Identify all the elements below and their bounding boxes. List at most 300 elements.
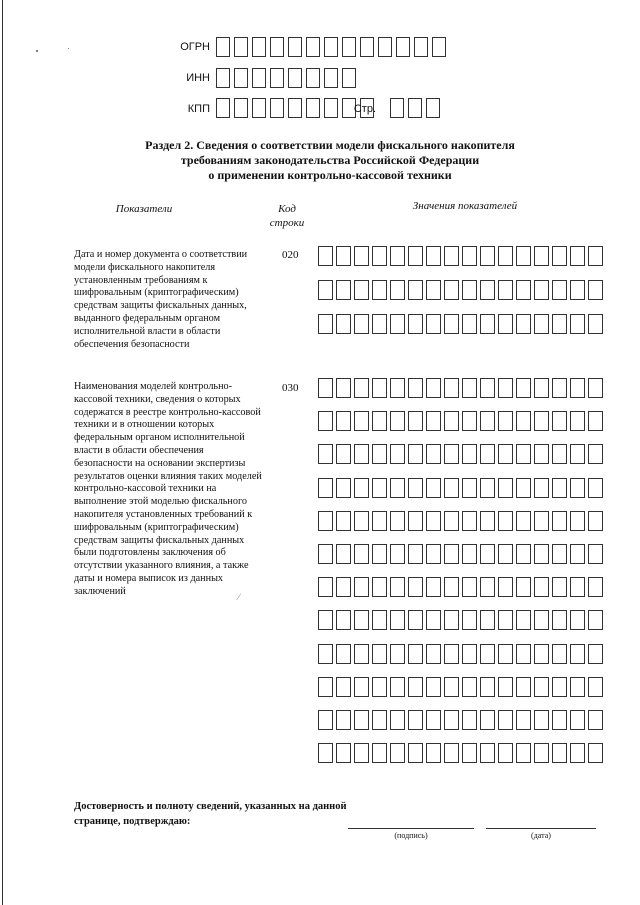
value-char-cell[interactable] bbox=[408, 314, 423, 334]
value-char-cell[interactable] bbox=[498, 444, 513, 464]
value-char-cell[interactable] bbox=[570, 544, 585, 564]
inn-digit-cell[interactable] bbox=[306, 68, 320, 88]
value-char-cell[interactable] bbox=[372, 544, 387, 564]
value-char-cell[interactable] bbox=[318, 743, 333, 763]
value-char-cell[interactable] bbox=[480, 314, 495, 334]
value-char-cell[interactable] bbox=[480, 743, 495, 763]
value-char-cell[interactable] bbox=[552, 511, 567, 531]
row-code-030: 030 bbox=[282, 382, 299, 394]
value-char-cell[interactable] bbox=[426, 478, 441, 498]
value-char-cell[interactable] bbox=[480, 444, 495, 464]
value-char-cell[interactable] bbox=[498, 314, 513, 334]
value-char-cell[interactable] bbox=[516, 411, 531, 431]
value-char-cell[interactable] bbox=[516, 644, 531, 664]
value-char-cell[interactable] bbox=[444, 444, 459, 464]
value-char-cell[interactable] bbox=[336, 644, 351, 664]
value-char-cell[interactable] bbox=[354, 644, 369, 664]
value-char-cell[interactable] bbox=[498, 610, 513, 630]
value-char-cell[interactable] bbox=[372, 411, 387, 431]
inn-digit-cell[interactable] bbox=[252, 68, 266, 88]
value-char-cell[interactable] bbox=[462, 411, 477, 431]
value-char-cell[interactable] bbox=[354, 314, 369, 334]
ogrn-digit-cell[interactable] bbox=[414, 37, 428, 57]
value-char-cell[interactable] bbox=[534, 444, 549, 464]
value-char-cell[interactable] bbox=[588, 280, 603, 300]
value-line-030[interactable] bbox=[318, 511, 606, 531]
value-char-cell[interactable] bbox=[588, 246, 603, 266]
value-char-cell[interactable] bbox=[462, 710, 477, 730]
value-char-cell[interactable] bbox=[318, 378, 333, 398]
value-char-cell[interactable] bbox=[480, 610, 495, 630]
value-char-cell[interactable] bbox=[408, 677, 423, 697]
scan-dot bbox=[68, 48, 69, 49]
value-line-030[interactable] bbox=[318, 677, 606, 697]
value-char-cell[interactable] bbox=[588, 743, 603, 763]
value-char-cell[interactable] bbox=[480, 644, 495, 664]
value-char-cell[interactable] bbox=[516, 677, 531, 697]
value-char-cell[interactable] bbox=[426, 743, 441, 763]
value-char-cell[interactable] bbox=[588, 610, 603, 630]
value-line-020[interactable] bbox=[318, 280, 606, 300]
value-char-cell[interactable] bbox=[408, 411, 423, 431]
value-char-cell[interactable] bbox=[318, 314, 333, 334]
value-char-cell[interactable] bbox=[354, 743, 369, 763]
value-char-cell[interactable] bbox=[354, 544, 369, 564]
value-char-cell[interactable] bbox=[318, 280, 333, 300]
value-char-cell[interactable] bbox=[552, 478, 567, 498]
value-char-cell[interactable] bbox=[462, 511, 477, 531]
value-char-cell[interactable] bbox=[318, 511, 333, 531]
value-line-030[interactable] bbox=[318, 710, 606, 730]
value-char-cell[interactable] bbox=[408, 444, 423, 464]
value-char-cell[interactable] bbox=[480, 280, 495, 300]
value-line-030[interactable] bbox=[318, 444, 606, 464]
value-char-cell[interactable] bbox=[498, 511, 513, 531]
value-char-cell[interactable] bbox=[570, 378, 585, 398]
value-char-cell[interactable] bbox=[408, 511, 423, 531]
kpp-digit-cell[interactable] bbox=[234, 98, 248, 118]
value-char-cell[interactable] bbox=[426, 314, 441, 334]
value-char-cell[interactable] bbox=[552, 246, 567, 266]
section-title bbox=[120, 138, 540, 183]
value-char-cell[interactable] bbox=[444, 511, 459, 531]
value-char-cell[interactable] bbox=[318, 444, 333, 464]
value-char-cell[interactable] bbox=[408, 246, 423, 266]
ogrn-field[interactable] bbox=[216, 37, 450, 57]
value-char-cell[interactable] bbox=[498, 411, 513, 431]
value-char-cell[interactable] bbox=[372, 677, 387, 697]
value-char-cell[interactable] bbox=[336, 378, 351, 398]
value-char-cell[interactable] bbox=[570, 511, 585, 531]
value-char-cell[interactable] bbox=[570, 677, 585, 697]
value-char-cell[interactable] bbox=[336, 544, 351, 564]
value-char-cell[interactable] bbox=[498, 677, 513, 697]
value-char-cell[interactable] bbox=[552, 677, 567, 697]
value-char-cell[interactable] bbox=[552, 577, 567, 597]
value-char-cell[interactable] bbox=[318, 677, 333, 697]
value-char-cell[interactable] bbox=[372, 444, 387, 464]
value-char-cell[interactable] bbox=[516, 743, 531, 763]
value-char-cell[interactable] bbox=[390, 644, 405, 664]
value-char-cell[interactable] bbox=[372, 280, 387, 300]
value-char-cell[interactable] bbox=[588, 544, 603, 564]
value-char-cell[interactable] bbox=[390, 743, 405, 763]
value-char-cell[interactable] bbox=[336, 677, 351, 697]
value-char-cell[interactable] bbox=[516, 314, 531, 334]
value-char-cell[interactable] bbox=[480, 544, 495, 564]
value-char-cell[interactable] bbox=[426, 378, 441, 398]
value-char-cell[interactable] bbox=[552, 280, 567, 300]
value-char-cell[interactable] bbox=[408, 743, 423, 763]
value-char-cell[interactable] bbox=[372, 743, 387, 763]
value-char-cell[interactable] bbox=[354, 378, 369, 398]
value-char-cell[interactable] bbox=[426, 280, 441, 300]
value-char-cell[interactable] bbox=[462, 478, 477, 498]
value-line-030[interactable] bbox=[318, 478, 606, 498]
value-char-cell[interactable] bbox=[588, 577, 603, 597]
value-char-cell[interactable] bbox=[498, 644, 513, 664]
value-char-cell[interactable] bbox=[390, 444, 405, 464]
value-char-cell[interactable] bbox=[354, 280, 369, 300]
value-char-cell[interactable] bbox=[444, 610, 459, 630]
value-char-cell[interactable] bbox=[570, 280, 585, 300]
value-char-cell[interactable] bbox=[426, 444, 441, 464]
ogrn-digit-cell[interactable] bbox=[396, 37, 410, 57]
value-char-cell[interactable] bbox=[480, 246, 495, 266]
value-char-cell[interactable] bbox=[570, 610, 585, 630]
value-char-cell[interactable] bbox=[516, 478, 531, 498]
value-char-cell[interactable] bbox=[498, 710, 513, 730]
value-char-cell[interactable] bbox=[570, 314, 585, 334]
value-char-cell[interactable] bbox=[426, 644, 441, 664]
value-char-cell[interactable] bbox=[354, 246, 369, 266]
inn-digit-cell[interactable] bbox=[234, 68, 248, 88]
value-char-cell[interactable] bbox=[516, 246, 531, 266]
value-char-cell[interactable] bbox=[552, 411, 567, 431]
value-char-cell[interactable] bbox=[588, 677, 603, 697]
value-char-cell[interactable] bbox=[426, 411, 441, 431]
value-char-cell[interactable] bbox=[444, 710, 459, 730]
value-char-cell[interactable] bbox=[336, 280, 351, 300]
value-char-cell[interactable] bbox=[426, 511, 441, 531]
value-char-cell[interactable] bbox=[318, 610, 333, 630]
value-char-cell[interactable] bbox=[426, 710, 441, 730]
value-char-cell[interactable] bbox=[318, 246, 333, 266]
value-char-cell[interactable] bbox=[552, 743, 567, 763]
value-char-cell[interactable] bbox=[444, 577, 459, 597]
value-char-cell[interactable] bbox=[354, 444, 369, 464]
kpp-digit-cell[interactable] bbox=[216, 98, 230, 118]
value-char-cell[interactable] bbox=[372, 710, 387, 730]
date-caption: (дата) bbox=[531, 831, 551, 840]
value-char-cell[interactable] bbox=[336, 710, 351, 730]
value-char-cell[interactable] bbox=[480, 677, 495, 697]
value-char-cell[interactable] bbox=[552, 710, 567, 730]
value-char-cell[interactable] bbox=[462, 444, 477, 464]
value-char-cell[interactable] bbox=[498, 280, 513, 300]
value-line-030[interactable] bbox=[318, 378, 606, 398]
value-char-cell[interactable] bbox=[372, 378, 387, 398]
value-char-cell[interactable] bbox=[462, 743, 477, 763]
ogrn-digit-cell[interactable] bbox=[288, 37, 302, 57]
value-char-cell[interactable] bbox=[318, 544, 333, 564]
value-char-cell[interactable] bbox=[390, 314, 405, 334]
value-char-cell[interactable] bbox=[444, 411, 459, 431]
value-char-cell[interactable] bbox=[462, 610, 477, 630]
value-char-cell[interactable] bbox=[390, 610, 405, 630]
value-char-cell[interactable] bbox=[318, 577, 333, 597]
value-char-cell[interactable] bbox=[390, 577, 405, 597]
value-char-cell[interactable] bbox=[480, 378, 495, 398]
value-char-cell[interactable] bbox=[498, 378, 513, 398]
value-line-020[interactable] bbox=[318, 314, 606, 334]
page-digit-cell[interactable] bbox=[390, 98, 404, 118]
page-digit-cell[interactable] bbox=[408, 98, 422, 118]
value-char-cell[interactable] bbox=[588, 644, 603, 664]
value-char-cell[interactable] bbox=[516, 544, 531, 564]
value-char-cell[interactable] bbox=[372, 644, 387, 664]
ogrn-label: ОГРН bbox=[180, 41, 210, 53]
value-char-cell[interactable] bbox=[552, 378, 567, 398]
value-char-cell[interactable] bbox=[534, 743, 549, 763]
value-char-cell[interactable] bbox=[336, 444, 351, 464]
value-char-cell[interactable] bbox=[354, 610, 369, 630]
inn-field[interactable] bbox=[216, 68, 360, 88]
ogrn-digit-cell[interactable] bbox=[360, 37, 374, 57]
value-char-cell[interactable] bbox=[372, 314, 387, 334]
value-char-cell[interactable] bbox=[408, 280, 423, 300]
value-line-030[interactable] bbox=[318, 577, 606, 597]
value-char-cell[interactable] bbox=[570, 743, 585, 763]
value-char-cell[interactable] bbox=[534, 378, 549, 398]
value-char-cell[interactable] bbox=[336, 743, 351, 763]
value-char-cell[interactable] bbox=[426, 246, 441, 266]
value-char-cell[interactable] bbox=[480, 710, 495, 730]
value-char-cell[interactable] bbox=[570, 710, 585, 730]
value-char-cell[interactable] bbox=[516, 577, 531, 597]
scan-border-left bbox=[2, 0, 3, 905]
value-char-cell[interactable] bbox=[444, 743, 459, 763]
value-char-cell[interactable] bbox=[588, 478, 603, 498]
value-char-cell[interactable] bbox=[534, 577, 549, 597]
value-char-cell[interactable] bbox=[408, 577, 423, 597]
value-char-cell[interactable] bbox=[318, 411, 333, 431]
value-char-cell[interactable] bbox=[516, 378, 531, 398]
ogrn-digit-cell[interactable] bbox=[270, 37, 284, 57]
value-char-cell[interactable] bbox=[354, 411, 369, 431]
value-char-cell[interactable] bbox=[552, 644, 567, 664]
value-char-cell[interactable] bbox=[552, 444, 567, 464]
value-char-cell[interactable] bbox=[390, 710, 405, 730]
value-char-cell[interactable] bbox=[336, 314, 351, 334]
inn-digit-cell[interactable] bbox=[324, 68, 338, 88]
value-char-cell[interactable] bbox=[444, 478, 459, 498]
value-char-cell[interactable] bbox=[462, 677, 477, 697]
value-char-cell[interactable] bbox=[498, 743, 513, 763]
value-char-cell[interactable] bbox=[318, 478, 333, 498]
inn-digit-cell[interactable] bbox=[216, 68, 230, 88]
value-char-cell[interactable] bbox=[408, 644, 423, 664]
value-char-cell[interactable] bbox=[372, 511, 387, 531]
value-char-cell[interactable] bbox=[462, 378, 477, 398]
value-char-cell[interactable] bbox=[534, 511, 549, 531]
value-char-cell[interactable] bbox=[534, 246, 549, 266]
value-char-cell[interactable] bbox=[516, 444, 531, 464]
value-line-030[interactable] bbox=[318, 644, 606, 664]
value-char-cell[interactable] bbox=[570, 411, 585, 431]
column-header-code-line: Код bbox=[278, 203, 296, 215]
value-char-cell[interactable] bbox=[480, 411, 495, 431]
value-char-cell[interactable] bbox=[408, 544, 423, 564]
value-char-cell[interactable] bbox=[444, 677, 459, 697]
scan-dot bbox=[36, 50, 38, 52]
value-char-cell[interactable] bbox=[336, 411, 351, 431]
value-char-cell[interactable] bbox=[498, 577, 513, 597]
value-char-cell[interactable] bbox=[534, 411, 549, 431]
value-char-cell[interactable] bbox=[426, 677, 441, 697]
value-char-cell[interactable] bbox=[462, 644, 477, 664]
value-char-cell[interactable] bbox=[534, 280, 549, 300]
value-char-cell[interactable] bbox=[462, 577, 477, 597]
value-char-cell[interactable] bbox=[570, 577, 585, 597]
value-char-cell[interactable] bbox=[390, 246, 405, 266]
value-char-cell[interactable] bbox=[354, 511, 369, 531]
value-char-cell[interactable] bbox=[354, 677, 369, 697]
value-char-cell[interactable] bbox=[318, 644, 333, 664]
ogrn-digit-cell[interactable] bbox=[432, 37, 446, 57]
page-number-field[interactable] bbox=[390, 98, 444, 118]
value-char-cell[interactable] bbox=[336, 511, 351, 531]
value-char-cell[interactable] bbox=[408, 710, 423, 730]
value-char-cell[interactable] bbox=[570, 444, 585, 464]
value-char-cell[interactable] bbox=[552, 314, 567, 334]
value-char-cell[interactable] bbox=[516, 511, 531, 531]
value-char-cell[interactable] bbox=[534, 478, 549, 498]
value-char-cell[interactable] bbox=[390, 280, 405, 300]
value-char-cell[interactable] bbox=[336, 478, 351, 498]
value-char-cell[interactable] bbox=[480, 511, 495, 531]
value-char-cell[interactable] bbox=[354, 478, 369, 498]
value-char-cell[interactable] bbox=[552, 610, 567, 630]
value-char-cell[interactable] bbox=[534, 644, 549, 664]
ogrn-digit-cell[interactable] bbox=[342, 37, 356, 57]
value-char-cell[interactable] bbox=[408, 378, 423, 398]
value-char-cell[interactable] bbox=[552, 544, 567, 564]
inn-digit-cell[interactable] bbox=[270, 68, 284, 88]
value-char-cell[interactable] bbox=[426, 544, 441, 564]
value-char-cell[interactable] bbox=[426, 610, 441, 630]
value-char-cell[interactable] bbox=[336, 246, 351, 266]
value-char-cell[interactable] bbox=[534, 544, 549, 564]
value-line-030[interactable] bbox=[318, 544, 606, 564]
value-char-cell[interactable] bbox=[444, 644, 459, 664]
value-char-cell[interactable] bbox=[480, 577, 495, 597]
value-char-cell[interactable] bbox=[354, 577, 369, 597]
value-char-cell[interactable] bbox=[390, 378, 405, 398]
ogrn-digit-cell[interactable] bbox=[252, 37, 266, 57]
value-char-cell[interactable] bbox=[570, 644, 585, 664]
value-char-cell[interactable] bbox=[372, 246, 387, 266]
date-line[interactable] bbox=[486, 828, 596, 829]
value-line-030[interactable] bbox=[318, 610, 606, 630]
value-char-cell[interactable] bbox=[534, 710, 549, 730]
value-char-cell[interactable] bbox=[390, 511, 405, 531]
value-char-cell[interactable] bbox=[588, 314, 603, 334]
value-char-cell[interactable] bbox=[390, 544, 405, 564]
signature-line[interactable] bbox=[348, 828, 474, 829]
value-char-cell[interactable] bbox=[588, 710, 603, 730]
value-char-cell[interactable] bbox=[372, 577, 387, 597]
inn-digit-cell[interactable] bbox=[342, 68, 356, 88]
value-char-cell[interactable] bbox=[408, 478, 423, 498]
value-char-cell[interactable] bbox=[462, 246, 477, 266]
value-char-cell[interactable] bbox=[408, 610, 423, 630]
value-char-cell[interactable] bbox=[444, 246, 459, 266]
kpp-digit-cell[interactable] bbox=[288, 98, 302, 118]
value-char-cell[interactable] bbox=[372, 610, 387, 630]
ogrn-digit-cell[interactable] bbox=[216, 37, 230, 57]
value-char-cell[interactable] bbox=[390, 478, 405, 498]
value-char-cell[interactable] bbox=[462, 280, 477, 300]
value-char-cell[interactable] bbox=[498, 246, 513, 266]
ogrn-digit-cell[interactable] bbox=[234, 37, 248, 57]
value-char-cell[interactable] bbox=[534, 610, 549, 630]
value-char-cell[interactable] bbox=[444, 544, 459, 564]
value-char-cell[interactable] bbox=[336, 610, 351, 630]
value-char-cell[interactable] bbox=[534, 677, 549, 697]
value-char-cell[interactable] bbox=[336, 577, 351, 597]
value-char-cell[interactable] bbox=[516, 710, 531, 730]
value-char-cell[interactable] bbox=[390, 411, 405, 431]
kpp-digit-cell[interactable] bbox=[270, 98, 284, 118]
ogrn-digit-cell[interactable] bbox=[324, 37, 338, 57]
value-char-cell[interactable] bbox=[588, 511, 603, 531]
ogrn-digit-cell[interactable] bbox=[306, 37, 320, 57]
value-line-020[interactable] bbox=[318, 246, 606, 266]
value-char-cell[interactable] bbox=[390, 677, 405, 697]
value-char-cell[interactable] bbox=[570, 478, 585, 498]
value-char-cell[interactable] bbox=[570, 246, 585, 266]
indicator-020-text: Дата и номер документа о соответствии модели фискального накопителя установленным требованиям к шифровальным (криптографическим) средствам защиты фискальных данных, выданного федеральным органом исполнительной власти в области обеспечения безопасности bbox=[74, 249, 248, 350]
value-char-cell[interactable] bbox=[498, 544, 513, 564]
inn-digit-cell[interactable] bbox=[288, 68, 302, 88]
value-char-cell[interactable] bbox=[516, 280, 531, 300]
page-digit-cell[interactable] bbox=[426, 98, 440, 118]
value-char-cell[interactable] bbox=[426, 577, 441, 597]
value-char-cell[interactable] bbox=[318, 710, 333, 730]
value-char-cell[interactable] bbox=[354, 710, 369, 730]
value-char-cell[interactable] bbox=[444, 314, 459, 334]
value-char-cell[interactable] bbox=[588, 444, 603, 464]
value-char-cell[interactable] bbox=[588, 378, 603, 398]
ogrn-digit-cell[interactable] bbox=[378, 37, 392, 57]
value-char-cell[interactable] bbox=[444, 378, 459, 398]
value-char-cell[interactable] bbox=[588, 411, 603, 431]
value-char-cell[interactable] bbox=[498, 478, 513, 498]
value-char-cell[interactable] bbox=[480, 478, 495, 498]
value-char-cell[interactable] bbox=[534, 314, 549, 334]
column-header-values: Значения показателей bbox=[412, 200, 518, 212]
value-char-cell[interactable] bbox=[516, 610, 531, 630]
value-char-cell[interactable] bbox=[372, 478, 387, 498]
value-line-030[interactable] bbox=[318, 411, 606, 431]
kpp-label: КПП bbox=[187, 103, 210, 115]
kpp-digit-cell[interactable] bbox=[252, 98, 266, 118]
value-char-cell[interactable] bbox=[444, 280, 459, 300]
value-char-cell[interactable] bbox=[462, 544, 477, 564]
value-line-030[interactable] bbox=[318, 743, 606, 763]
value-char-cell[interactable] bbox=[462, 314, 477, 334]
